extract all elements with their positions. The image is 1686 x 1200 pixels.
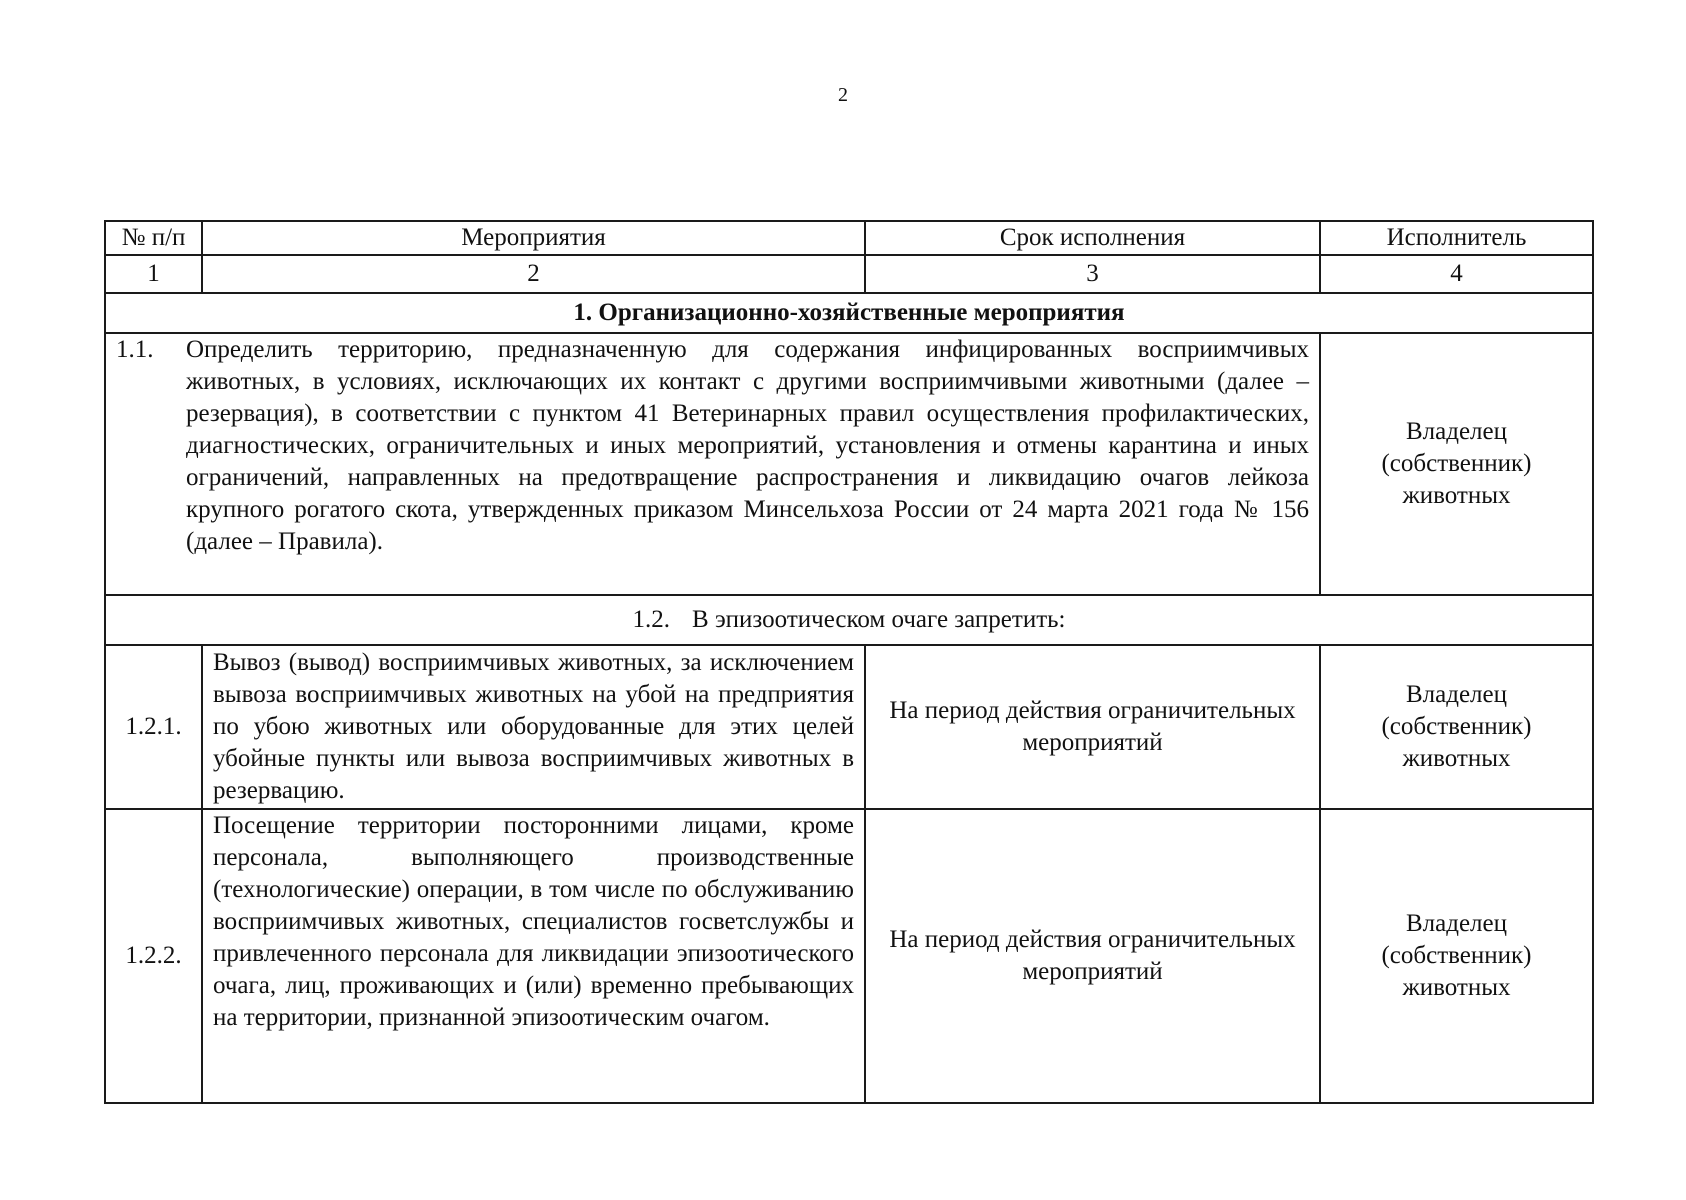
item-1-2-2-executor: Владелец (собственник) животных: [1320, 809, 1593, 1103]
table-header-row: [105, 221, 1593, 255]
column-number-1: 1: [105, 255, 202, 293]
column-number-4: 4: [1320, 255, 1593, 293]
header-measures: Мероприятия: [202, 221, 865, 255]
table-row: [105, 809, 1593, 1103]
item-1-2-cell: [105, 595, 1593, 645]
measures-table: [104, 220, 1594, 1104]
section-title: 1. Организационно-хозяйственные мероприятия: [105, 293, 1593, 333]
item-1-2-number: 1.2.: [632, 606, 671, 633]
item-1-2-1-number: 1.2.1.: [105, 645, 202, 809]
page-number: 2: [838, 84, 848, 106]
item-1-1-number: 1.1.: [116, 336, 154, 363]
item-1-2-1-deadline: На период действия ограничительных мероприятий: [865, 645, 1320, 809]
table-row: [105, 645, 1593, 809]
header-executor: Исполнитель: [1320, 221, 1593, 255]
header-deadline: Срок исполнения: [865, 221, 1320, 255]
item-1-2-1-executor: Владелец (собственник) животных: [1320, 645, 1593, 809]
table-row: [105, 595, 1593, 645]
item-1-2-2-text: Посещение территории посторонними лицами, кроме персонала, выполняющего производственные (технологические) операции, в том числе по обслуживанию восприимчивых животных, специалистов госветслужбы и привлеченного персонала для ликвидации эпизоотического очага, лиц, проживающих и (или) временно пребывающих на территории, признанной эпизоотическим очагом.: [202, 809, 865, 1103]
section-row: [105, 293, 1593, 333]
column-number-2: 2: [202, 255, 865, 293]
table-row: [105, 333, 1593, 595]
item-1-2-1-text: Вывоз (вывод) восприимчивых животных, за исключением вывоза восприимчивых животных на убой на предприятия по убою животных или оборудованные для этих целей убойные пункты или вывоза восприимчивых животных в резервацию.: [202, 645, 865, 809]
item-1-2-2-number: 1.2.2.: [105, 809, 202, 1103]
column-numbers-row: [105, 255, 1593, 293]
item-1-2-text: В эпизоотическом очаге запретить:: [692, 606, 1066, 633]
item-1-1-text: Определить территорию, предназначенную для содержания инфицированных восприимчивых животных, в условиях, исключающих их контакт с другими восприимчивыми животными (далее – резервация), в соответствии с пунктом 41 Ветеринарных правил осуществления профилактических, диагностических, ограничительных и иных мероприятий, установления и отмены карантина и иных ограничений, направленных на предотвращение распространения и ликвидацию очагов лейкоза крупного рогатого скота, утвержденных приказом Минсельхоза России от 24 марта 2021 года № 156 (далее – Правила).: [186, 336, 1309, 555]
item-1-1-executor: Владелец (собственник) животных: [1320, 333, 1593, 595]
item-1-2-2-deadline: На период действия ограничительных мероприятий: [865, 809, 1320, 1103]
column-number-3: 3: [865, 255, 1320, 293]
item-1-1-cell: [105, 333, 1320, 595]
header-number: № п/п: [105, 221, 202, 255]
